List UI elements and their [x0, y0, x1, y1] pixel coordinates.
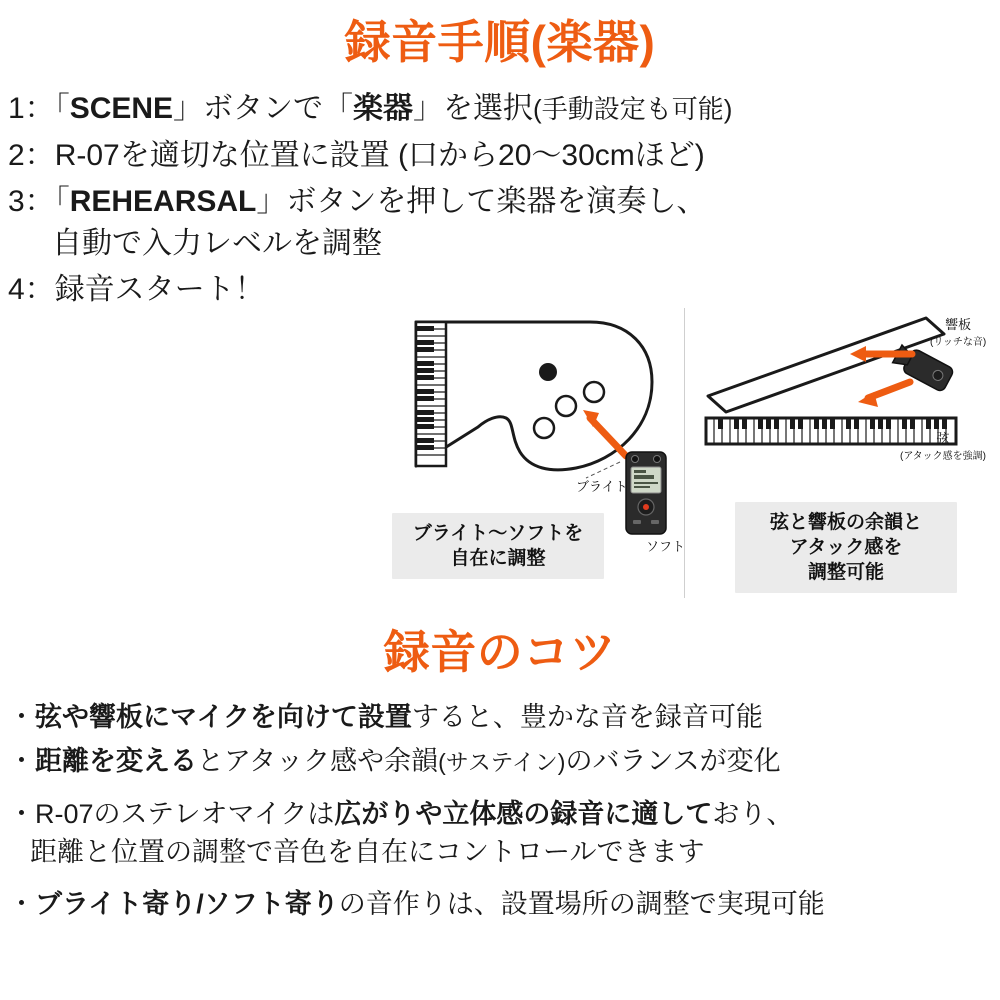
label-strings [900, 428, 986, 462]
tip-item-1 [8, 700, 994, 734]
r07-recorder-device [620, 450, 672, 536]
label-soundboard [930, 314, 986, 348]
step-text-3: 「REHEARSAL」ボタンを押して楽器を演奏し、 [54, 185, 707, 218]
label-soundboard-sub: (リッチな音) [930, 337, 987, 348]
step-item-2 [8, 137, 992, 174]
tip-item-3 [8, 797, 994, 831]
tip-text-1: 弦や響板にマイクを向けて設置すると、豊かな音を録音可能 [35, 702, 763, 732]
step-number-2: 2： [8, 139, 55, 172]
tip-bullet-3: ・ [8, 799, 35, 829]
label-soundboard-main: 響板 [945, 317, 972, 332]
tip-text-3: R-07のステレオマイクは広がりや立体感の録音に適しており、 [35, 799, 794, 829]
caption-left-line2: 自在に調整 [450, 548, 546, 569]
tip-text-3-sub: 距離と位置の調整で音色を自在にコントロールできます [30, 837, 705, 867]
step-number-4: 4： [8, 273, 55, 306]
label-strings-sub: (アタック感を強調) [900, 451, 986, 462]
caption-left [392, 513, 604, 579]
tip-bullet-4: ・ [8, 889, 35, 919]
step-item-1 [8, 90, 992, 128]
label-bright: ブライト [576, 479, 628, 494]
step-text-2: R-07を適切な位置に設置 (口から20〜30cmほど) [54, 139, 705, 172]
caption-right [735, 502, 957, 593]
label-strings-main: 弦 [936, 431, 950, 446]
caption-right-line2: アタック感を [789, 537, 903, 558]
tip-item-4 [8, 887, 994, 921]
caption-right-line1: 弦と響板の余韻と [769, 512, 922, 533]
caption-right-line3: 調整可能 [807, 562, 884, 583]
orange-arrow-strings [858, 382, 910, 407]
step-number-1: 1： [8, 92, 55, 125]
tip-item-2 [8, 744, 994, 779]
step-text-4: 録音スタート！ [54, 273, 265, 306]
step-text-3-sub: 自動で入力レベルを調整 [52, 227, 382, 260]
tip-text-4: ブライト寄り/ソフト寄りの音作りは、設置場所の調整で実現可能 [35, 889, 825, 919]
page-title-tips: 録音のコツ [383, 626, 617, 678]
procedure-steps [8, 90, 992, 317]
step-item-3 [8, 183, 992, 220]
label-soft: ソフト [646, 539, 686, 554]
illustration-area [380, 300, 992, 605]
step-number-3: 3： [8, 185, 55, 218]
tip-bullet-2: ・ [8, 746, 35, 776]
caption-left-line1: ブライト〜ソフトを [412, 523, 584, 544]
tips-list [8, 700, 994, 931]
page-title-procedure: 録音手順(楽器) [344, 16, 656, 68]
step-text-1: 「SCENE」ボタンで「楽器」を選択(手動設定も可能) [54, 92, 733, 125]
tip-text-2: 距離を変えるとアタック感や余韻(サステイン)のバランスが変化 [35, 746, 781, 776]
tip-bullet-1: ・ [8, 702, 35, 732]
